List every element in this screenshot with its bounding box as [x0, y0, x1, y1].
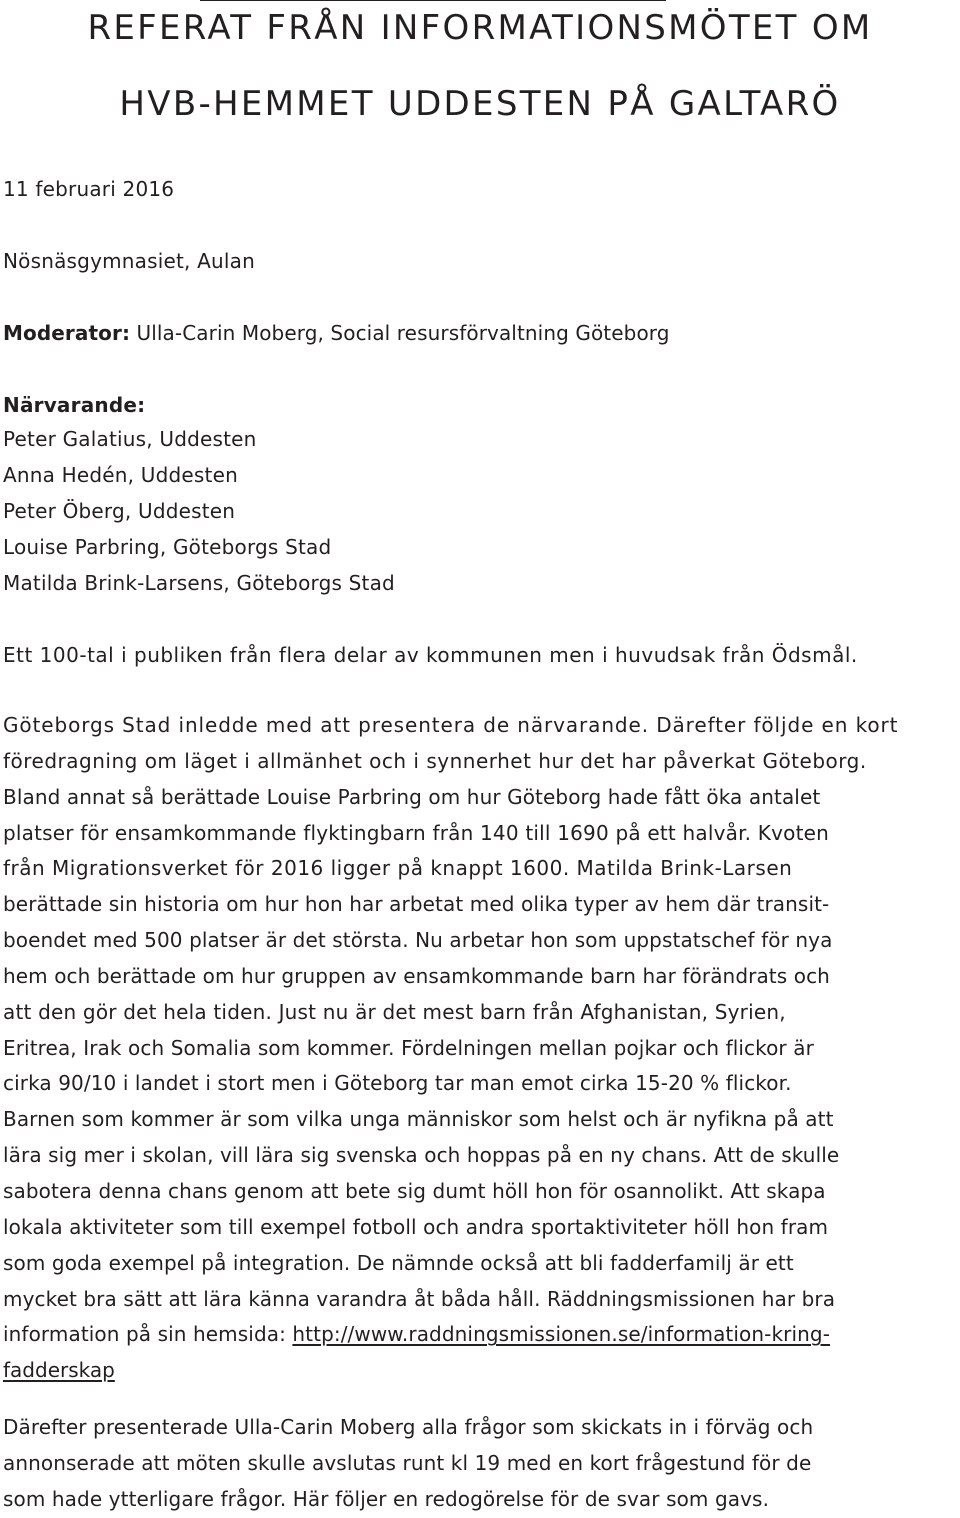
meeting-date: 11 februari 2016 — [3, 177, 175, 201]
paragraph-line: platser för ensamkommande flyktingbarn från 140 till 1690 på ett halvår. Kvoten — [3, 820, 830, 845]
paragraph-line: lära sig mer i skolan, vill lära sig svenska och hoppas på en ny chans. Att de skulle — [3, 1143, 840, 1168]
paragraph-line: Bland annat så berättade Louise Parbring om hur Göteborg hade fått öka antalet — [3, 784, 821, 809]
raddningsmissionen-link[interactable]: http://www.raddningsmissionen.se/information-kring- — [292, 1322, 831, 1347]
paragraph-line: cirka 90/10 i landet i stort men i Göteborg tar man emot cirka 15-20 % flickor. — [3, 1071, 792, 1096]
paragraph-line: Göteborgs Stad inledde med att presentera de närvarande. Därefter följde en kort — [3, 713, 899, 737]
paragraph-line: berättade sin historia om hur hon har arbetat med olika typer av hem där transit- — [3, 892, 830, 917]
present-item: Matilda Brink-Larsens, Göteborgs Stad — [3, 571, 395, 595]
present-item: Anna Hedén, Uddesten — [3, 463, 238, 487]
paragraph-line: hem och berättade om hur gruppen av ensamkommande barn har förändrats och — [3, 963, 830, 988]
paragraph-line: föredragning om läget i allmänhet och i synnerhet hur det har påverkat Göteborg. — [3, 748, 867, 773]
meeting-location: Nösnäsgymnasiet, Aulan — [3, 249, 255, 273]
page-title-line-1: REFERAT FRÅN INFORMATIONSMÖTET OM — [87, 8, 873, 48]
raddningsmissionen-link-continued[interactable]: fadderskap — [3, 1358, 115, 1383]
present-label: Närvarande: — [3, 393, 146, 417]
moderator-line — [3, 321, 670, 345]
paragraph-line: Barnen som kommer är som vilka unga människor som helst och är nyfikna på att — [3, 1107, 834, 1132]
paragraph-line: Eritrea, Irak och Somalia som kommer. Fördelningen mellan pojkar och flickor är — [3, 1035, 814, 1060]
top-rule — [200, 0, 666, 1]
paragraph-line: sabotera denna chans genom att bete sig dumt höll hon för osannolikt. Att skapa — [3, 1178, 826, 1203]
paragraph-line: Därefter presenterade Ulla-Carin Moberg alla frågor som skickats in i förväg och — [3, 1415, 814, 1439]
paragraph-line: boendet med 500 platser är det största. Nu arbetar hon som uppstatschef för nya — [3, 928, 833, 953]
present-item: Peter Galatius, Uddesten — [3, 427, 257, 451]
paragraph-line: lokala aktiviteter som till exempel fotboll och andra sportaktiviteter höll hon fram — [3, 1214, 829, 1239]
paragraph-line: att den gör det hela tiden. Just nu är det mest barn från Afghanistan, Syrien, — [3, 999, 786, 1024]
link-prefix: information på sin hemsida: — [3, 1322, 293, 1347]
audience-note: Ett 100-tal i publiken från flera delar av kommunen men i huvudsak från Ödsmål. — [3, 643, 858, 667]
page-title-line-2: HVB-HEMMET UDDESTEN PÅ GALTARÖ — [119, 84, 841, 124]
present-item: Louise Parbring, Göteborgs Stad — [3, 535, 332, 559]
paragraph-line: mycket bra sätt att lära känna varandra åt båda håll. Räddningsmissionen har bra — [3, 1286, 836, 1311]
paragraph-line: från Migrationsverket för 2016 ligger på knappt 1600. Matilda Brink-Larsen — [3, 856, 793, 881]
paragraph-line: annonserade att möten skulle avslutas runt kl 19 med en kort frågestund för de — [3, 1450, 812, 1475]
present-item: Peter Öberg, Uddesten — [3, 499, 236, 523]
closing-paragraph — [3, 1410, 957, 1518]
paragraph-line — [3, 1317, 957, 1353]
moderator-value: Ulla-Carin Moberg, Social resursförvaltning Göteborg — [130, 321, 670, 345]
moderator-label: Moderator: — [3, 321, 131, 345]
paragraph-line: som goda exempel på integration. De nämnde också att bli fadderfamilj är ett — [3, 1250, 794, 1275]
summary-paragraph — [3, 708, 957, 1389]
paragraph-line: som hade ytterligare frågor. Här följer en redogörelse för de svar som gavs. — [3, 1486, 770, 1511]
